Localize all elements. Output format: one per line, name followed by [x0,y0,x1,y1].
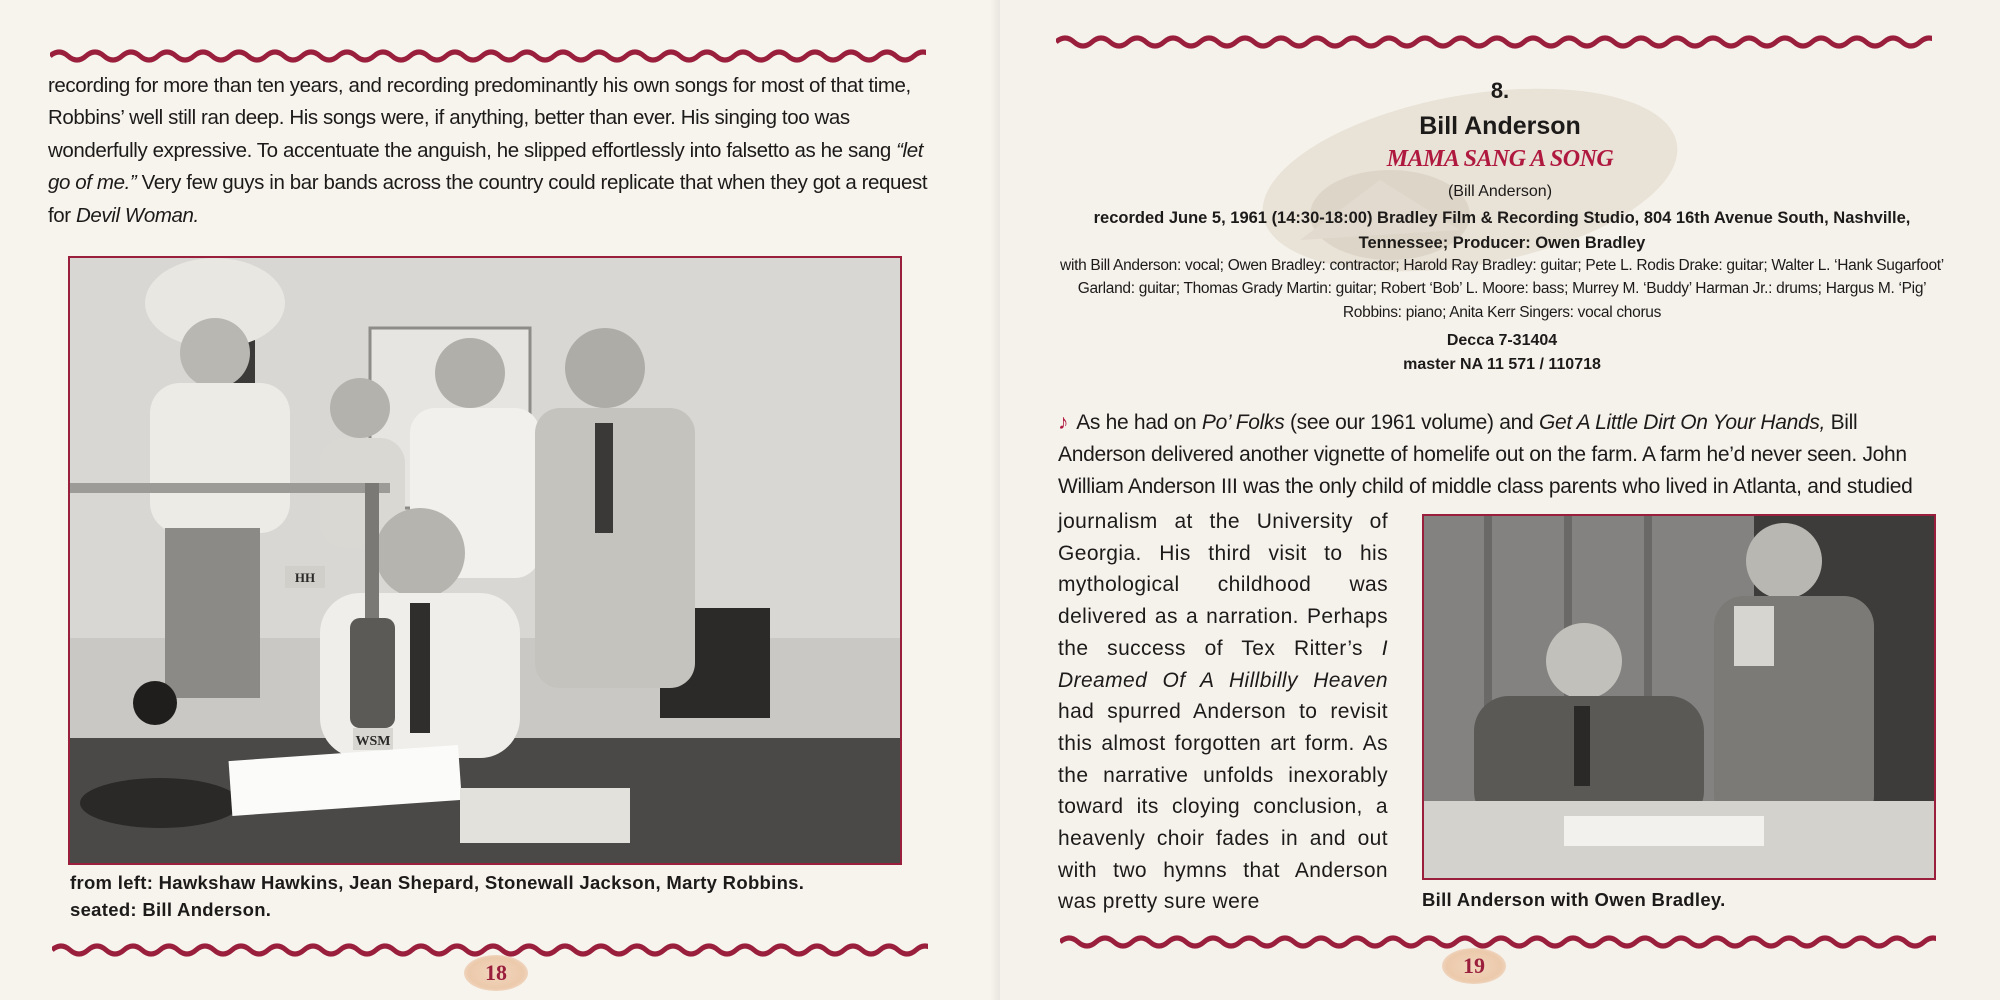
catalog-number: Decca 7-31404 [1446,332,1558,349]
track-title: MAMA SANG A SONG [1386,146,1614,172]
recording-info: recorded June 5, 1961 (14:30-18:00) Bradley Film & Recording Studio, 804 16th Avenue South, Nashville, Tennessee; Producer: Owen Bradley [1093,209,1911,252]
belt-buckle-label: HH [294,570,316,585]
caption-line-1: from left: Hawkshaw Hawkins, Jean Shepard, Stonewall Jackson, Marty Robbins. [70,872,805,893]
top-wave-divider-right [1056,32,1932,52]
top-wave-divider [50,46,926,66]
group-photo-caption [70,870,930,924]
right-body-paragraph-wide: ♪ As he had on Po’ Folks (see our 1961 volume) and Get A Little Dirt On Your Hands, Bill Anderson delivered another vignette of homelife out on the farm. A farm he’d never seen. John William Anderson III was the only child of middle class parents who lived in Atlanta, and studied [1058,411,1913,498]
anderson-bradley-photo [1422,514,1936,880]
left-body-paragraph: recording for more than ten years, and recording predominantly his own songs for most of that time, Robbins’ well still ran deep. His songs were, if anything, better than ever. His singing too was wonderfully expressive. To accentuate the anguish, he slipped effortlessly into falsetto as he sang “let go of me.” Very few guys in bar bands across the country could replicate that when they got a request for Devil Woman. [48,74,928,227]
master-number: master NA 11 571 / 110718 [1403,356,1601,373]
track-writer: (Bill Anderson) [1447,183,1553,200]
track-artist: Bill Anderson [1419,112,1581,140]
group-studio-photo [68,256,902,865]
caption-line-2: seated: Bill Anderson. [70,898,272,920]
personnel-credits: with Bill Anderson: vocal; Owen Bradley: contractor; Harold Ray Bradley: guitar; Pete L. Rodis Drake: guitar; Walter L. ‘Hank Sugarfoot’ Garland: guitar; Thomas Grady Martin: guitar; Robert ‘Bob’ L. Moore: bass; Murrey M. ‘Buddy’ Harman Jr.: drums; Hargus M. ‘Pig’ Robbins: piano; Anita Kerr Singers: vocal chorus [1060,257,1944,321]
music-note-icon: ♪ [1058,411,1069,434]
right-body-paragraph-narrow: journalism at the University of Georgia. His third visit to his mythological childhood was delivered as a narration. Perhaps the success of Tex Ritter’s I Dreamed Of A Hillbilly Heaven had spurred Anderson to revisit this almost forgotten art form. As the narrative unfolds inexorably toward its cloying conclusion, a heavenly choir fades in and out with two hymns that Anderson was pretty sure were [1058,510,1388,914]
page-number-right: 19 [1442,948,1506,984]
bottom-wave-divider-right [1060,932,1936,952]
microphone-wsm-label: WSM [355,734,391,749]
right-photo-caption: Bill Anderson with Owen Bradley. [1422,889,1726,910]
page-number-left: 18 [464,955,528,991]
track-number: 8. [1490,78,1510,103]
